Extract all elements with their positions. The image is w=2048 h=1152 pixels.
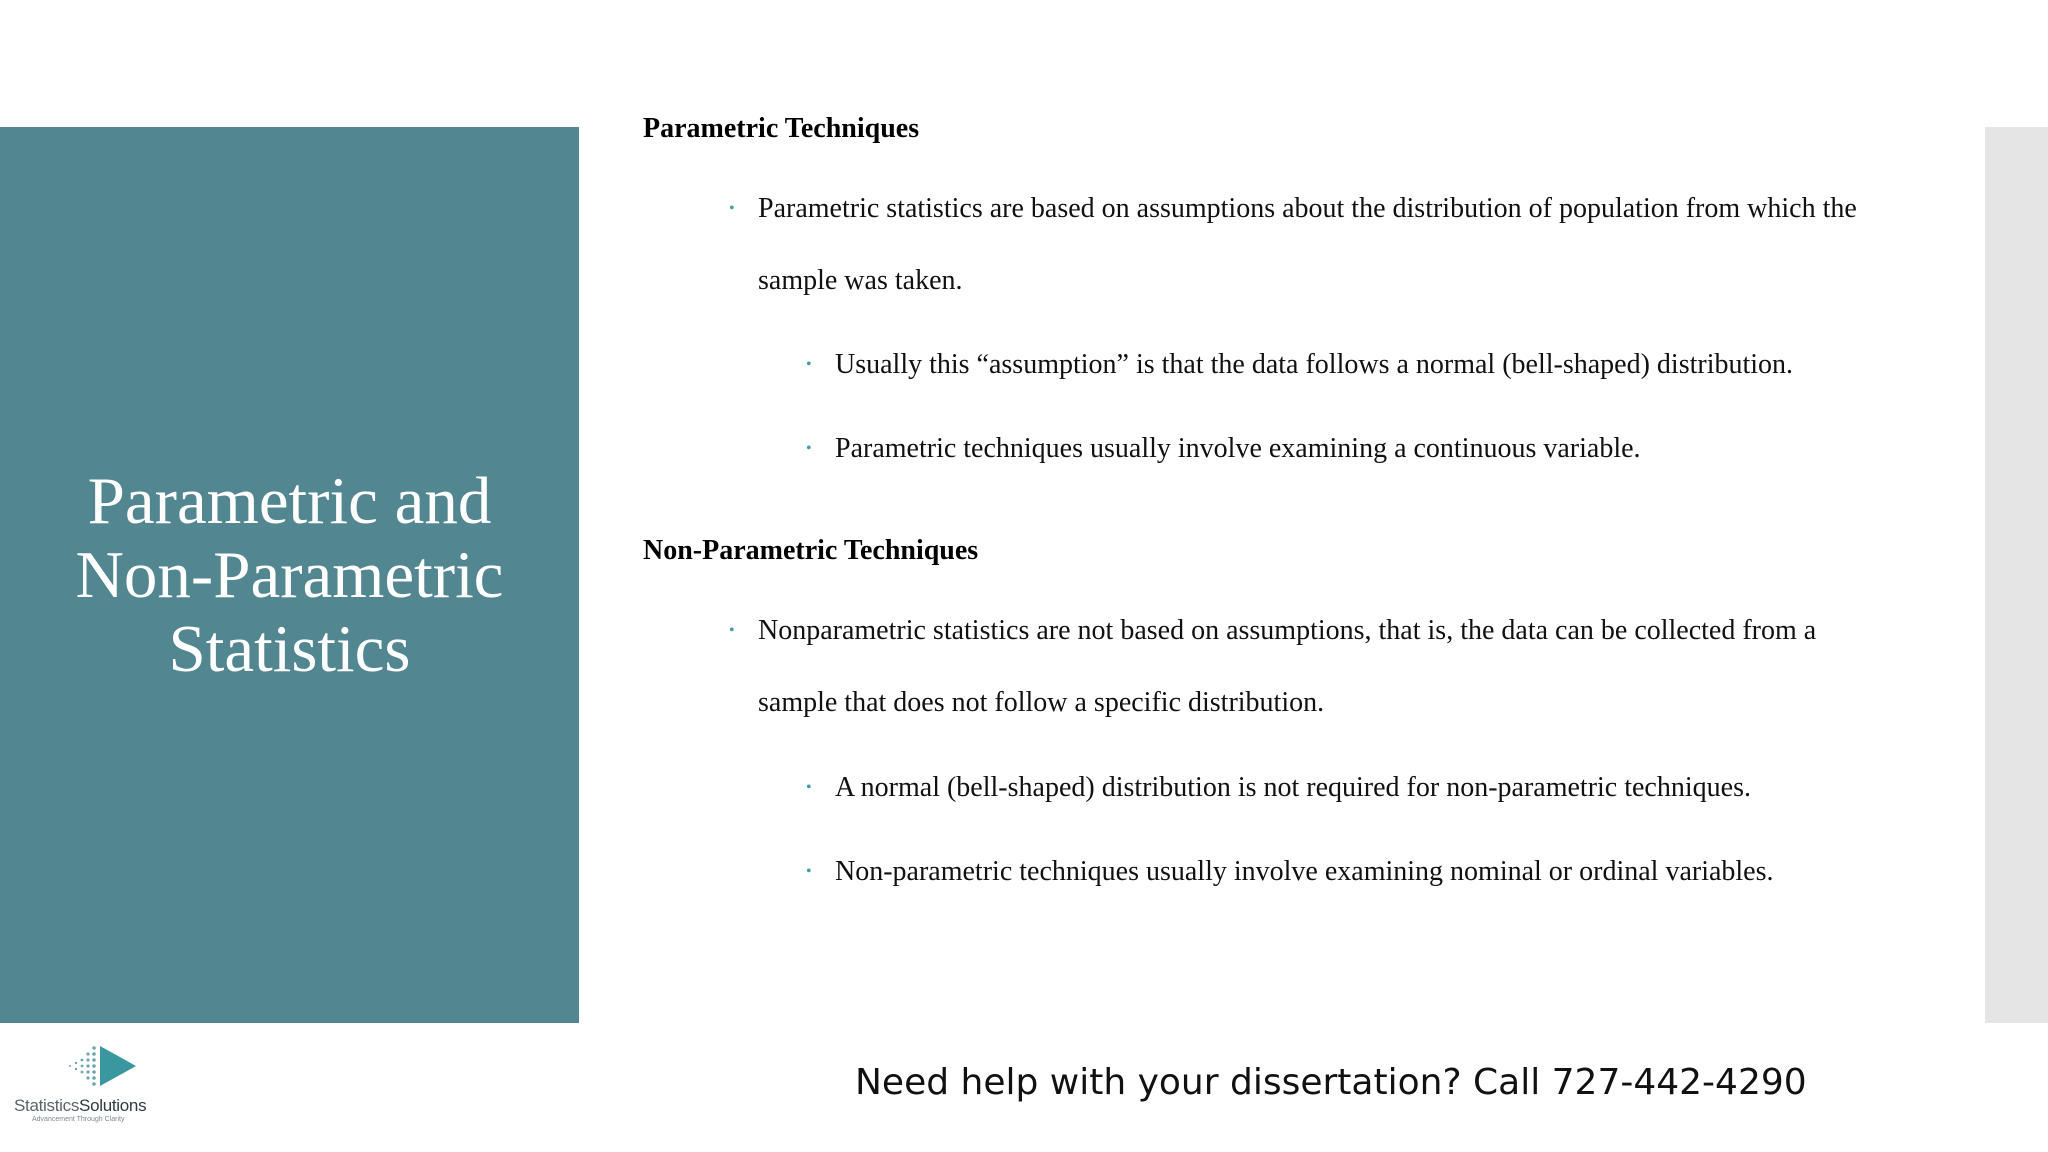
bullet-item bbox=[729, 595, 1858, 739]
footer-help-text: Need help with your dissertation? Call 727-442-4290 bbox=[855, 1062, 1807, 1103]
section-heading-parametric: Parametric Techniques bbox=[643, 113, 920, 144]
bullet-text: Parametric techniques usually involve examining a continuous variable. bbox=[835, 433, 1641, 464]
logo-tagline: Advancement Through Clarity bbox=[32, 1116, 125, 1123]
bullet-item bbox=[729, 173, 1858, 317]
bullet-item bbox=[806, 329, 1955, 401]
bullet-item bbox=[806, 413, 1955, 485]
bullet-text: Usually this “assumption” is that the data follows a normal (bell-shaped) distribution. bbox=[835, 349, 1794, 380]
bullet-text: Non-parametric techniques usually involve examining nominal or ordinal variables. bbox=[835, 856, 1774, 887]
logo-name-part1: Statistics bbox=[14, 1096, 80, 1115]
play-triangle-dots-icon bbox=[48, 1044, 148, 1090]
logo-name bbox=[14, 1096, 146, 1116]
bullet-dot-icon: • bbox=[806, 863, 812, 880]
section-heading-non-parametric: Non-Parametric Techniques bbox=[643, 535, 979, 566]
bullet-item bbox=[806, 836, 1955, 908]
slide-title: Parametric and Non-Parametric Statistics bbox=[75, 464, 504, 686]
statistics-solutions-logo bbox=[12, 1044, 172, 1126]
bullet-dot-icon: • bbox=[729, 622, 735, 639]
bullet-dot-icon: • bbox=[806, 440, 812, 457]
bullet-dot-icon: • bbox=[806, 779, 812, 796]
bullet-dot-icon: • bbox=[729, 200, 735, 217]
logo-name-part2: Solutions bbox=[79, 1096, 147, 1115]
bullet-text: A normal (bell-shaped) distribution is not required for non-parametric techniques. bbox=[835, 772, 1751, 803]
bullet-text: Parametric statistics are based on assumptions about the distribution of population from which the sample was taken. bbox=[758, 193, 1857, 296]
bullet-text: Nonparametric statistics are not based on assumptions, that is, the data can be collected from a sample that does not follow a specific distribution. bbox=[758, 615, 1817, 718]
bullet-item bbox=[806, 752, 1955, 824]
bullet-dot-icon: • bbox=[806, 356, 812, 373]
